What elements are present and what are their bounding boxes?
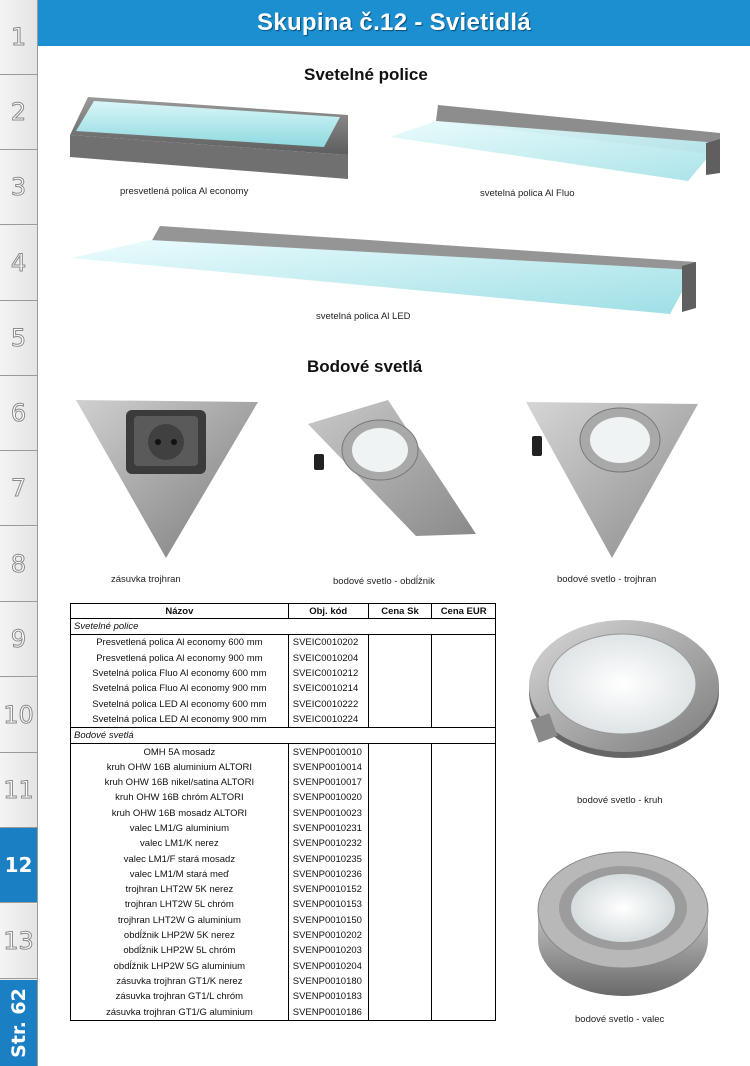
- page-title: Skupina č.12 - Svietidlá: [257, 9, 531, 36]
- cell-price-sk: [368, 712, 432, 728]
- table-row: [71, 943, 496, 958]
- table-row: [71, 635, 496, 651]
- chapter-tab-9[interactable]: 9: [0, 602, 37, 677]
- cell-name: kruh OHW 16B chróm ALTORI: [71, 790, 289, 805]
- cell-name: zásuvka trojhran GT1/G aluminium: [71, 1004, 289, 1020]
- cell-code: SVENP0010017: [288, 775, 368, 790]
- cell-price-sk: [368, 760, 432, 775]
- cell-price-eur: [432, 897, 496, 912]
- cell-code: SVENP0010152: [288, 882, 368, 897]
- spot-triangle-image: [524, 400, 700, 560]
- cell-name: Svetelná polica Fluo Al economy 600 mm: [71, 666, 289, 681]
- cell-price-eur: [432, 712, 496, 728]
- table-header-row: [71, 604, 496, 619]
- column-header-price-sk: Cena Sk: [368, 604, 432, 619]
- cell-price-sk: [368, 867, 432, 882]
- cell-price-sk: [368, 790, 432, 805]
- page-header: [38, 0, 750, 46]
- cell-code: SVENP0010203: [288, 943, 368, 958]
- cell-price-sk: [368, 744, 432, 760]
- cell-price-sk: [368, 989, 432, 1004]
- shelf-fluo-image: [388, 103, 722, 185]
- cell-price-sk: [368, 651, 432, 666]
- cell-code: SVEIC0010202: [288, 635, 368, 651]
- column-header-code: Obj. kód: [288, 604, 368, 619]
- table-row: [71, 775, 496, 790]
- section-title-spotlights: Bodové svetlá: [307, 357, 423, 376]
- table-row: [71, 681, 496, 696]
- cell-price-eur: [432, 651, 496, 666]
- table-row: [71, 651, 496, 666]
- chapter-tab-11[interactable]: 11: [0, 753, 37, 828]
- section-title-shelves: Svetelné police: [304, 65, 428, 84]
- cell-price-sk: [368, 666, 432, 681]
- table-row: [71, 712, 496, 728]
- cell-price-sk: [368, 806, 432, 821]
- page-number-tab: [0, 980, 37, 1066]
- table-row: [71, 989, 496, 1004]
- cell-price-sk: [368, 635, 432, 651]
- socket-triangle-image: [74, 398, 260, 560]
- cell-price-eur: [432, 959, 496, 974]
- cell-price-eur: [432, 790, 496, 805]
- shelf-economy-image: [68, 95, 350, 181]
- cell-price-sk: [368, 928, 432, 943]
- chapter-tab-12[interactable]: 12: [0, 828, 37, 903]
- cell-price-sk: [368, 821, 432, 836]
- cell-price-sk: [368, 882, 432, 897]
- cell-price-eur: [432, 851, 496, 866]
- cell-code: SVENP0010014: [288, 760, 368, 775]
- cell-name: Svetelná polica LED Al economy 600 mm: [71, 696, 289, 711]
- cell-code: SVENP0010232: [288, 836, 368, 851]
- table-row: [71, 882, 496, 897]
- table-row: [71, 790, 496, 805]
- caption-socket-triangle: zásuvka trojhran: [111, 574, 181, 585]
- cell-code: SVENP0010186: [288, 1004, 368, 1020]
- table-row: [71, 928, 496, 943]
- cell-code: SVENP0010231: [288, 821, 368, 836]
- cell-name: obdĺžnik LHP2W 5K nerez: [71, 928, 289, 943]
- caption-shelf-led: svetelná polica Al LED: [316, 311, 411, 322]
- cell-code: SVENP0010150: [288, 913, 368, 928]
- cell-price-sk: [368, 959, 432, 974]
- caption-spot-cylinder: bodové svetlo - valec: [575, 1014, 665, 1025]
- table-row: [71, 974, 496, 989]
- cell-code: SVENP0010180: [288, 974, 368, 989]
- cell-price-eur: [432, 882, 496, 897]
- chapter-tab-7[interactable]: 7: [0, 451, 37, 526]
- table-row: [71, 836, 496, 851]
- cell-price-eur: [432, 775, 496, 790]
- table-group-label: Svetelné police: [71, 619, 496, 635]
- cell-price-eur: [432, 1004, 496, 1020]
- cell-code: SVENP0010010: [288, 744, 368, 760]
- table-row: [71, 959, 496, 974]
- table-row: [71, 744, 496, 760]
- cell-price-eur: [432, 867, 496, 882]
- cell-price-sk: [368, 897, 432, 912]
- cell-price-eur: [432, 821, 496, 836]
- cell-code: SVENP0010204: [288, 959, 368, 974]
- cell-price-eur: [432, 806, 496, 821]
- cell-price-sk: [368, 974, 432, 989]
- table-row: [71, 1004, 496, 1020]
- cell-code: SVEIC0010214: [288, 681, 368, 696]
- shelf-led-image: [70, 222, 698, 316]
- spot-round-image: [526, 612, 722, 762]
- cell-name: zásuvka trojhran GT1/K nerez: [71, 974, 289, 989]
- cell-price-eur: [432, 635, 496, 651]
- cell-price-sk: [368, 681, 432, 696]
- cell-name: kruh OHW 16B mosadz ALTORI: [71, 806, 289, 821]
- cell-code: SVEIC0010204: [288, 651, 368, 666]
- cell-name: valec LM1/K nerez: [71, 836, 289, 851]
- cell-name: kruh OHW 16B nikel/satina ALTORI: [71, 775, 289, 790]
- table-row: [71, 821, 496, 836]
- cell-price-eur: [432, 744, 496, 760]
- cell-code: SVEIC0010224: [288, 712, 368, 728]
- cell-name: zásuvka trojhran GT1/L chróm: [71, 989, 289, 1004]
- cell-name: trojhran LHT2W G aluminium: [71, 913, 289, 928]
- cell-name: valec LM1/G aluminium: [71, 821, 289, 836]
- cell-price-eur: [432, 696, 496, 711]
- cell-code: SVENP0010236: [288, 867, 368, 882]
- cell-name: obdĺžnik LHP2W 5G aluminium: [71, 959, 289, 974]
- cell-name: Svetelná polica Fluo Al economy 900 mm: [71, 681, 289, 696]
- cell-name: Presvetlená polica Al economy 600 mm: [71, 635, 289, 651]
- cell-code: SVENP0010023: [288, 806, 368, 821]
- cell-name: OMH 5A mosadz: [71, 744, 289, 760]
- cell-price-eur: [432, 928, 496, 943]
- column-header-name: Názov: [71, 604, 289, 619]
- chapter-tab-3[interactable]: 3: [0, 150, 37, 225]
- cell-name: Svetelná polica LED Al economy 900 mm: [71, 712, 289, 728]
- cell-price-eur: [432, 681, 496, 696]
- table-row: [71, 666, 496, 681]
- chapter-tab-10[interactable]: 10: [0, 678, 37, 753]
- chapter-tab-13[interactable]: 13: [0, 904, 37, 979]
- spot-cylinder-image: [534, 840, 712, 1000]
- cell-price-sk: [368, 851, 432, 866]
- cell-name: kruh OHW 16B aluminium ALTORI: [71, 760, 289, 775]
- page-number-label: Str. 62: [7, 988, 30, 1058]
- cell-name: obdĺžnik LHP2W 5L chróm: [71, 943, 289, 958]
- caption-spot-round: bodové svetlo - kruh: [577, 795, 663, 806]
- cell-price-sk: [368, 696, 432, 711]
- caption-shelf-economy: presvetlená polica Al economy: [120, 186, 249, 197]
- price-table: [70, 603, 496, 1021]
- cell-code: SVENP0010153: [288, 897, 368, 912]
- caption-shelf-fluo: svetelná polica Al Fluo: [480, 188, 575, 199]
- cell-price-eur: [432, 760, 496, 775]
- cell-price-eur: [432, 989, 496, 1004]
- chapter-tab-8[interactable]: 8: [0, 527, 37, 602]
- cell-price-eur: [432, 913, 496, 928]
- cell-price-sk: [368, 913, 432, 928]
- chapter-tab-4[interactable]: 4: [0, 226, 37, 301]
- cell-code: SVENP0010183: [288, 989, 368, 1004]
- cell-price-eur: [432, 974, 496, 989]
- table-row: [71, 806, 496, 821]
- cell-price-eur: [432, 836, 496, 851]
- cell-price-sk: [368, 1004, 432, 1020]
- table-group-label: Bodové svetlá: [71, 728, 496, 744]
- table-group-row: [71, 728, 496, 744]
- cell-code: SVENP0010235: [288, 851, 368, 866]
- table-row: [71, 760, 496, 775]
- cell-code: SVEIC0010212: [288, 666, 368, 681]
- cell-code: SVENP0010020: [288, 790, 368, 805]
- cell-name: valec LM1/M stará meď: [71, 867, 289, 882]
- cell-name: trojhran LHT2W 5L chróm: [71, 897, 289, 912]
- table-row: [71, 867, 496, 882]
- cell-price-sk: [368, 943, 432, 958]
- table-row: [71, 913, 496, 928]
- caption-spot-rectangle: bodové svetlo - obdĺžnik: [333, 576, 435, 587]
- cell-price-sk: [368, 775, 432, 790]
- table-group-row: [71, 619, 496, 635]
- chapter-tab-6[interactable]: 6: [0, 376, 37, 451]
- spot-rectangle-image: [306, 398, 478, 538]
- table-row: [71, 897, 496, 912]
- cell-code: SVEIC0010222: [288, 696, 368, 711]
- cell-price-eur: [432, 943, 496, 958]
- cell-name: valec LM1/F stará mosadz: [71, 851, 289, 866]
- cell-price-sk: [368, 836, 432, 851]
- column-header-price-eur: Cena EUR: [432, 604, 496, 619]
- table-row: [71, 696, 496, 711]
- chapter-sidebar: [0, 0, 38, 1066]
- cell-code: SVENP0010202: [288, 928, 368, 943]
- chapter-tab-2[interactable]: 2: [0, 75, 37, 150]
- cell-name: Presvetlená polica Al economy 900 mm: [71, 651, 289, 666]
- table-row: [71, 851, 496, 866]
- cell-price-eur: [432, 666, 496, 681]
- caption-spot-triangle: bodové svetlo - trojhran: [557, 574, 657, 585]
- cell-name: trojhran LHT2W 5K nerez: [71, 882, 289, 897]
- chapter-tab-1[interactable]: 1: [0, 0, 37, 75]
- chapter-tab-5[interactable]: 5: [0, 301, 37, 376]
